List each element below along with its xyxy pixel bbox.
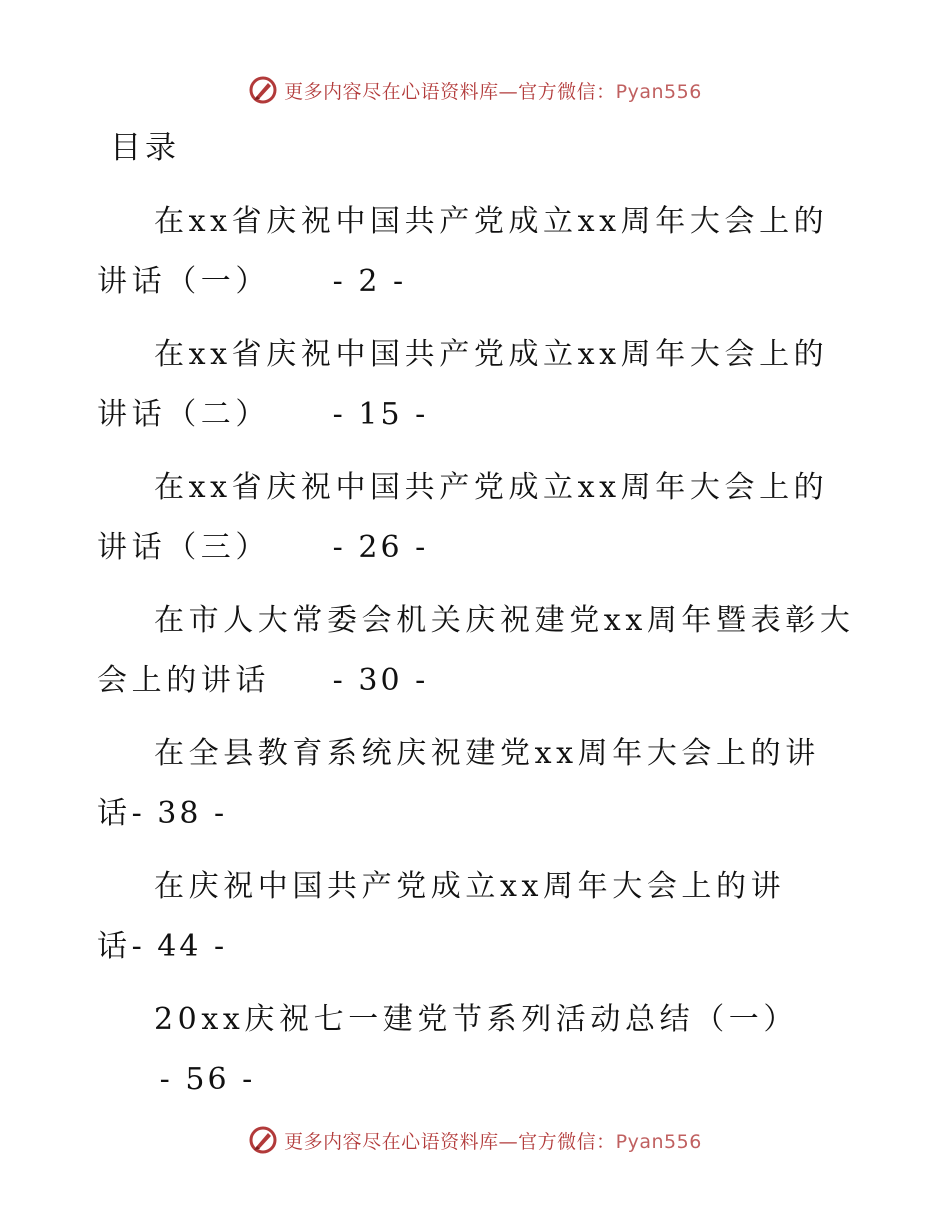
- footer-wechat-id: Pyan556: [615, 1130, 702, 1153]
- header-watermark-banner: [0, 70, 950, 110]
- toc-entry[interactable]: [97, 192, 857, 312]
- toc-entry-page: - 15 -: [270, 397, 429, 432]
- header-banner-text: 更多内容尽在心语资料库—官方微信：Pyan556: [284, 80, 702, 103]
- toc-entry-page: - 38 -: [131, 796, 228, 831]
- toc-title: 目录: [110, 130, 180, 166]
- toc-entry-page: - 30 -: [270, 663, 429, 698]
- footer-watermark-banner: [0, 1120, 950, 1160]
- table-of-contents: [97, 192, 857, 1123]
- toc-entry[interactable]: [97, 325, 857, 445]
- header-wechat-id: Pyan556: [615, 80, 702, 103]
- toc-entry-page: - 44 -: [131, 929, 228, 964]
- footer-banner-text: 更多内容尽在心语资料库—官方微信：Pyan556: [284, 1130, 702, 1153]
- toc-entry-title: 在庆祝中国共产党成立xx周年大会上的讲话: [97, 869, 786, 964]
- toc-entry-title: 在xx省庆祝中国共产党成立xx周年大会上的讲话（一）: [97, 204, 829, 299]
- toc-entry[interactable]: [97, 458, 857, 578]
- toc-entry-title: 在xx省庆祝中国共产党成立xx周年大会上的讲话（二）: [97, 337, 829, 432]
- toc-entry-page: - 56 -: [97, 1062, 256, 1097]
- toc-entry-title: 20xx庆祝七一建党节系列活动总结（一）: [154, 1002, 799, 1037]
- toc-entry[interactable]: [97, 857, 857, 977]
- toc-entry-page: - 2 -: [270, 264, 407, 299]
- toc-entry[interactable]: [97, 591, 857, 711]
- toc-entry[interactable]: [97, 990, 857, 1110]
- toc-entry-title: 在全县教育系统庆祝建党xx周年大会上的讲话: [97, 736, 820, 831]
- pen-logo-icon: [248, 1125, 278, 1155]
- toc-entry-title: 在xx省庆祝中国共产党成立xx周年大会上的讲话（三）: [97, 470, 829, 565]
- toc-entry-title: 在市人大常委会机关庆祝建党xx周年暨表彰大会上的讲话: [97, 603, 855, 698]
- toc-entry-page: - 26 -: [270, 530, 429, 565]
- toc-entry[interactable]: [97, 724, 857, 844]
- pen-logo-icon: [248, 75, 278, 105]
